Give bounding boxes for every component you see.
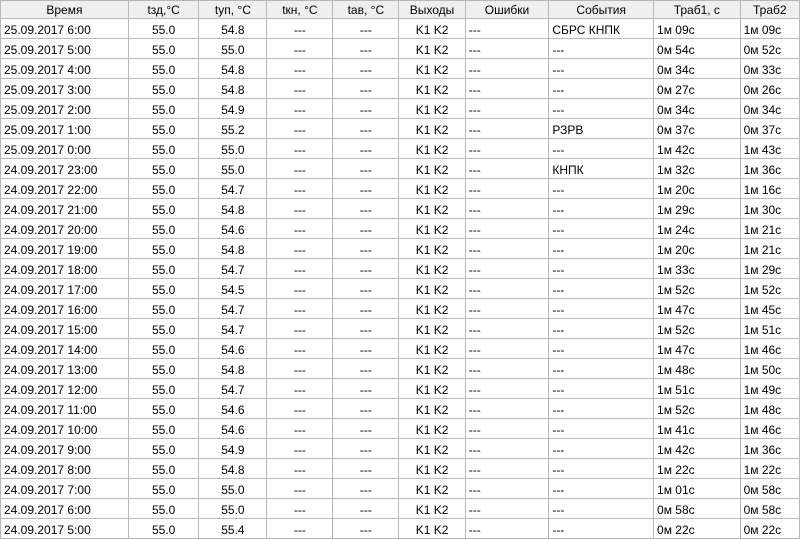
cell-t-alarm: ---: [333, 459, 399, 479]
cell-runtime1: 1м 33с: [654, 259, 741, 279]
cell-time: 24.09.2017 11:00: [1, 399, 129, 419]
cell-runtime2: 1м 36с: [740, 439, 799, 459]
cell-t-kn: ---: [267, 199, 333, 219]
table-row[interactable]: [1, 19, 800, 39]
cell-t-kn: ---: [267, 19, 333, 39]
cell-runtime2: 1м 30с: [740, 199, 799, 219]
cell-t-kn: ---: [267, 519, 333, 539]
cell-t-setpoint: 55.0: [128, 319, 199, 339]
cell-t-kn: ---: [267, 339, 333, 359]
cell-events: ---: [549, 259, 654, 279]
cell-time: 24.09.2017 22:00: [1, 179, 129, 199]
cell-runtime1: 1м 42с: [654, 439, 741, 459]
table-row[interactable]: [1, 479, 800, 499]
cell-runtime2: 0м 52с: [740, 39, 799, 59]
column-header-t-kn[interactable]: tкн, °С: [267, 1, 333, 19]
cell-runtime2: 1м 21с: [740, 239, 799, 259]
cell-t-control: 55.0: [199, 499, 267, 519]
cell-t-control: 54.8: [199, 59, 267, 79]
cell-runtime2: 0м 26с: [740, 79, 799, 99]
cell-t-alarm: ---: [333, 239, 399, 259]
cell-t-kn: ---: [267, 79, 333, 99]
table-row[interactable]: [1, 299, 800, 319]
cell-t-alarm: ---: [333, 219, 399, 239]
cell-runtime2: 1м 21с: [740, 219, 799, 239]
cell-t-alarm: ---: [333, 499, 399, 519]
cell-t-alarm: ---: [333, 339, 399, 359]
cell-runtime1: 0м 54с: [654, 39, 741, 59]
cell-errors: ---: [465, 259, 549, 279]
cell-t-alarm: ---: [333, 359, 399, 379]
cell-t-control: 54.8: [199, 459, 267, 479]
cell-runtime1: 1м 47с: [654, 299, 741, 319]
cell-errors: ---: [465, 59, 549, 79]
cell-time: 24.09.2017 18:00: [1, 259, 129, 279]
cell-errors: ---: [465, 499, 549, 519]
cell-t-alarm: ---: [333, 479, 399, 499]
cell-runtime1: 1м 09с: [654, 19, 741, 39]
table-row[interactable]: [1, 459, 800, 479]
cell-t-setpoint: 55.0: [128, 179, 199, 199]
cell-t-control: 55.0: [199, 479, 267, 499]
cell-runtime2: 1м 16с: [740, 179, 799, 199]
cell-errors: ---: [465, 419, 549, 439]
cell-t-alarm: ---: [333, 379, 399, 399]
cell-errors: ---: [465, 159, 549, 179]
cell-t-control: 55.0: [199, 39, 267, 59]
cell-errors: ---: [465, 139, 549, 159]
cell-outputs: K1 K2: [399, 239, 465, 259]
cell-t-control: 55.0: [199, 159, 267, 179]
cell-errors: ---: [465, 19, 549, 39]
cell-t-kn: ---: [267, 39, 333, 59]
cell-errors: ---: [465, 39, 549, 59]
cell-t-setpoint: 55.0: [128, 519, 199, 539]
cell-events: ---: [549, 79, 654, 99]
cell-events: ---: [549, 239, 654, 259]
table-row[interactable]: [1, 359, 800, 379]
cell-runtime2: 1м 29с: [740, 259, 799, 279]
cell-runtime1: 1м 32с: [654, 159, 741, 179]
cell-outputs: K1 K2: [399, 299, 465, 319]
cell-t-control: 54.8: [199, 79, 267, 99]
cell-runtime1: 0м 27с: [654, 79, 741, 99]
cell-time: 25.09.2017 2:00: [1, 99, 129, 119]
cell-events: СБРС КНПК: [549, 19, 654, 39]
cell-t-setpoint: 55.0: [128, 359, 199, 379]
cell-t-setpoint: 55.0: [128, 159, 199, 179]
cell-runtime1: 0м 58с: [654, 499, 741, 519]
table-row[interactable]: [1, 79, 800, 99]
cell-errors: ---: [465, 339, 549, 359]
cell-t-setpoint: 55.0: [128, 299, 199, 319]
cell-runtime1: 1м 41с: [654, 419, 741, 439]
cell-t-alarm: ---: [333, 139, 399, 159]
table-row[interactable]: [1, 419, 800, 439]
cell-errors: ---: [465, 79, 549, 99]
cell-t-alarm: ---: [333, 439, 399, 459]
cell-t-alarm: ---: [333, 79, 399, 99]
cell-t-kn: ---: [267, 399, 333, 419]
cell-runtime2: 1м 45с: [740, 299, 799, 319]
cell-t-setpoint: 55.0: [128, 379, 199, 399]
cell-events: КНПК: [549, 159, 654, 179]
cell-t-kn: ---: [267, 459, 333, 479]
cell-t-kn: ---: [267, 279, 333, 299]
cell-runtime1: 1м 29с: [654, 199, 741, 219]
cell-time: 24.09.2017 17:00: [1, 279, 129, 299]
column-header-runtime1[interactable]: Траб1, с: [654, 1, 741, 19]
cell-outputs: K1 K2: [399, 99, 465, 119]
table-row[interactable]: [1, 259, 800, 279]
cell-errors: ---: [465, 379, 549, 399]
cell-errors: ---: [465, 219, 549, 239]
cell-runtime2: 1м 50с: [740, 359, 799, 379]
cell-runtime2: 1м 46с: [740, 339, 799, 359]
cell-time: 24.09.2017 13:00: [1, 359, 129, 379]
cell-events: ---: [549, 359, 654, 379]
cell-t-kn: ---: [267, 179, 333, 199]
cell-t-setpoint: 55.0: [128, 59, 199, 79]
cell-time: 25.09.2017 5:00: [1, 39, 129, 59]
cell-t-control: 55.0: [199, 139, 267, 159]
cell-t-kn: ---: [267, 439, 333, 459]
cell-t-control: 54.9: [199, 99, 267, 119]
cell-outputs: K1 K2: [399, 119, 465, 139]
cell-t-alarm: ---: [333, 19, 399, 39]
cell-t-control: 54.6: [199, 219, 267, 239]
cell-t-setpoint: 55.0: [128, 199, 199, 219]
cell-events: ---: [549, 519, 654, 539]
column-header-runtime2[interactable]: Траб2: [740, 1, 799, 19]
cell-runtime2: 1м 49с: [740, 379, 799, 399]
cell-t-setpoint: 55.0: [128, 279, 199, 299]
cell-errors: ---: [465, 279, 549, 299]
table-row[interactable]: [1, 39, 800, 59]
cell-t-control: 55.2: [199, 119, 267, 139]
column-header-time[interactable]: Время: [1, 1, 129, 19]
cell-runtime2: 1м 43с: [740, 139, 799, 159]
cell-t-setpoint: 55.0: [128, 399, 199, 419]
cell-outputs: K1 K2: [399, 259, 465, 279]
cell-runtime1: 1м 52с: [654, 399, 741, 419]
cell-runtime2: 0м 34с: [740, 99, 799, 119]
table-row[interactable]: [1, 139, 800, 159]
cell-runtime1: 1м 51с: [654, 379, 741, 399]
cell-t-alarm: ---: [333, 39, 399, 59]
cell-events: ---: [549, 499, 654, 519]
cell-t-kn: ---: [267, 479, 333, 499]
cell-events: ---: [549, 59, 654, 79]
cell-t-control: 54.7: [199, 179, 267, 199]
cell-events: ---: [549, 459, 654, 479]
table-row[interactable]: [1, 59, 800, 79]
cell-runtime2: 1м 36с: [740, 159, 799, 179]
cell-errors: ---: [465, 239, 549, 259]
cell-t-kn: ---: [267, 259, 333, 279]
cell-t-alarm: ---: [333, 299, 399, 319]
cell-time: 25.09.2017 3:00: [1, 79, 129, 99]
cell-time: 24.09.2017 10:00: [1, 419, 129, 439]
cell-t-control: 54.7: [199, 379, 267, 399]
cell-t-kn: ---: [267, 219, 333, 239]
cell-t-alarm: ---: [333, 59, 399, 79]
cell-t-kn: ---: [267, 499, 333, 519]
cell-t-control: 54.6: [199, 339, 267, 359]
cell-t-setpoint: 55.0: [128, 259, 199, 279]
cell-events: ---: [549, 339, 654, 359]
cell-t-setpoint: 55.0: [128, 79, 199, 99]
cell-t-control: 54.7: [199, 259, 267, 279]
table-row[interactable]: [1, 199, 800, 219]
table-row[interactable]: [1, 319, 800, 339]
cell-runtime1: 1м 01с: [654, 479, 741, 499]
cell-events: ---: [549, 419, 654, 439]
cell-t-alarm: ---: [333, 259, 399, 279]
cell-t-control: 54.6: [199, 419, 267, 439]
table-row[interactable]: [1, 499, 800, 519]
cell-errors: ---: [465, 199, 549, 219]
cell-events: ---: [549, 399, 654, 419]
cell-runtime2: 0м 22с: [740, 519, 799, 539]
cell-time: 25.09.2017 1:00: [1, 119, 129, 139]
cell-t-alarm: ---: [333, 519, 399, 539]
cell-runtime2: 1м 09с: [740, 19, 799, 39]
cell-events: ---: [549, 99, 654, 119]
cell-events: ---: [549, 39, 654, 59]
cell-time: 24.09.2017 7:00: [1, 479, 129, 499]
cell-t-alarm: ---: [333, 159, 399, 179]
table-row[interactable]: [1, 159, 800, 179]
table-row[interactable]: [1, 519, 800, 539]
cell-runtime1: 0м 34с: [654, 59, 741, 79]
table-row[interactable]: [1, 119, 800, 139]
cell-events: ---: [549, 299, 654, 319]
table-row[interactable]: [1, 379, 800, 399]
cell-time: 24.09.2017 14:00: [1, 339, 129, 359]
table-row[interactable]: [1, 99, 800, 119]
cell-errors: ---: [465, 179, 549, 199]
cell-time: 24.09.2017 19:00: [1, 239, 129, 259]
cell-runtime2: 1м 46с: [740, 419, 799, 439]
cell-runtime1: 0м 22с: [654, 519, 741, 539]
cell-t-kn: ---: [267, 359, 333, 379]
cell-outputs: K1 K2: [399, 199, 465, 219]
cell-t-alarm: ---: [333, 399, 399, 419]
cell-runtime1: 1м 20с: [654, 179, 741, 199]
cell-t-kn: ---: [267, 159, 333, 179]
cell-t-setpoint: 55.0: [128, 339, 199, 359]
cell-t-control: 54.9: [199, 439, 267, 459]
cell-t-setpoint: 55.0: [128, 459, 199, 479]
cell-t-control: 54.7: [199, 299, 267, 319]
cell-t-setpoint: 55.0: [128, 139, 199, 159]
cell-runtime1: 1м 24с: [654, 219, 741, 239]
cell-outputs: K1 K2: [399, 459, 465, 479]
cell-t-control: 54.8: [199, 359, 267, 379]
cell-runtime2: 0м 33с: [740, 59, 799, 79]
column-header-t-setpoint[interactable]: tзд,°С: [128, 1, 199, 19]
cell-t-setpoint: 55.0: [128, 39, 199, 59]
cell-t-alarm: ---: [333, 199, 399, 219]
cell-runtime1: 1м 22с: [654, 459, 741, 479]
cell-t-setpoint: 55.0: [128, 119, 199, 139]
cell-outputs: K1 K2: [399, 439, 465, 459]
cell-t-kn: ---: [267, 59, 333, 79]
cell-errors: ---: [465, 459, 549, 479]
cell-t-alarm: ---: [333, 119, 399, 139]
cell-time: 24.09.2017 16:00: [1, 299, 129, 319]
cell-errors: ---: [465, 399, 549, 419]
cell-time: 24.09.2017 21:00: [1, 199, 129, 219]
cell-events: ---: [549, 199, 654, 219]
table-row[interactable]: [1, 219, 800, 239]
cell-time: 24.09.2017 8:00: [1, 459, 129, 479]
table-row[interactable]: [1, 439, 800, 459]
cell-events: ---: [549, 439, 654, 459]
cell-time: 25.09.2017 6:00: [1, 19, 129, 39]
cell-runtime1: 1м 20с: [654, 239, 741, 259]
cell-t-alarm: ---: [333, 419, 399, 439]
cell-t-control: 54.8: [199, 239, 267, 259]
cell-runtime1: 1м 52с: [654, 319, 741, 339]
cell-outputs: K1 K2: [399, 279, 465, 299]
cell-t-alarm: ---: [333, 279, 399, 299]
cell-outputs: K1 K2: [399, 339, 465, 359]
cell-outputs: K1 K2: [399, 79, 465, 99]
cell-time: 24.09.2017 6:00: [1, 499, 129, 519]
cell-events: ---: [549, 219, 654, 239]
cell-t-setpoint: 55.0: [128, 239, 199, 259]
cell-outputs: K1 K2: [399, 19, 465, 39]
cell-t-kn: ---: [267, 299, 333, 319]
table-row[interactable]: [1, 339, 800, 359]
cell-t-kn: ---: [267, 239, 333, 259]
cell-t-control: 54.8: [199, 19, 267, 39]
cell-runtime1: 0м 37с: [654, 119, 741, 139]
cell-errors: ---: [465, 439, 549, 459]
cell-runtime2: 1м 48с: [740, 399, 799, 419]
cell-events: ---: [549, 319, 654, 339]
cell-t-kn: ---: [267, 119, 333, 139]
cell-time: 24.09.2017 20:00: [1, 219, 129, 239]
cell-outputs: K1 K2: [399, 519, 465, 539]
cell-runtime1: 1м 42с: [654, 139, 741, 159]
cell-t-control: 54.8: [199, 199, 267, 219]
cell-outputs: K1 K2: [399, 179, 465, 199]
cell-runtime2: 1м 52с: [740, 279, 799, 299]
cell-outputs: K1 K2: [399, 219, 465, 239]
cell-runtime1: 1м 52с: [654, 279, 741, 299]
cell-t-kn: ---: [267, 99, 333, 119]
cell-t-kn: ---: [267, 319, 333, 339]
cell-outputs: K1 K2: [399, 139, 465, 159]
cell-t-setpoint: 55.0: [128, 419, 199, 439]
cell-runtime1: 1м 47с: [654, 339, 741, 359]
cell-runtime2: 0м 58с: [740, 479, 799, 499]
cell-errors: ---: [465, 519, 549, 539]
cell-t-setpoint: 55.0: [128, 499, 199, 519]
cell-time: 24.09.2017 12:00: [1, 379, 129, 399]
column-header-t-control[interactable]: tуп, °С: [199, 1, 267, 19]
cell-time: 24.09.2017 9:00: [1, 439, 129, 459]
column-header-t-alarm[interactable]: tав, °С: [333, 1, 399, 19]
table-row[interactable]: [1, 239, 800, 259]
cell-runtime2: 0м 37с: [740, 119, 799, 139]
table-row[interactable]: [1, 279, 800, 299]
cell-outputs: K1 K2: [399, 39, 465, 59]
cell-outputs: K1 K2: [399, 359, 465, 379]
cell-errors: ---: [465, 479, 549, 499]
cell-outputs: K1 K2: [399, 59, 465, 79]
column-header-outputs[interactable]: Выходы: [399, 1, 465, 19]
cell-runtime2: 1м 22с: [740, 459, 799, 479]
cell-events: ---: [549, 139, 654, 159]
cell-runtime2: 1м 51с: [740, 319, 799, 339]
cell-t-alarm: ---: [333, 99, 399, 119]
cell-outputs: K1 K2: [399, 319, 465, 339]
cell-errors: ---: [465, 359, 549, 379]
cell-t-kn: ---: [267, 379, 333, 399]
cell-events: РЗРВ: [549, 119, 654, 139]
cell-outputs: K1 K2: [399, 379, 465, 399]
cell-t-setpoint: 55.0: [128, 219, 199, 239]
cell-t-setpoint: 55.0: [128, 479, 199, 499]
cell-t-control: 54.5: [199, 279, 267, 299]
cell-outputs: K1 K2: [399, 419, 465, 439]
cell-time: 25.09.2017 0:00: [1, 139, 129, 159]
cell-outputs: K1 K2: [399, 479, 465, 499]
table-row[interactable]: [1, 399, 800, 419]
column-header-events[interactable]: События: [549, 1, 654, 19]
cell-runtime2: 0м 58с: [740, 499, 799, 519]
column-header-errors[interactable]: Ошибки: [465, 1, 549, 19]
cell-t-kn: ---: [267, 419, 333, 439]
cell-runtime1: 1м 48с: [654, 359, 741, 379]
cell-t-control: 55.4: [199, 519, 267, 539]
cell-errors: ---: [465, 99, 549, 119]
cell-t-alarm: ---: [333, 319, 399, 339]
header-row: [1, 1, 800, 19]
cell-t-control: 54.7: [199, 319, 267, 339]
cell-time: 24.09.2017 23:00: [1, 159, 129, 179]
cell-time: 25.09.2017 4:00: [1, 59, 129, 79]
cell-time: 24.09.2017 15:00: [1, 319, 129, 339]
cell-runtime1: 0м 34с: [654, 99, 741, 119]
cell-outputs: K1 K2: [399, 399, 465, 419]
cell-events: ---: [549, 379, 654, 399]
cell-t-setpoint: 55.0: [128, 19, 199, 39]
cell-errors: ---: [465, 319, 549, 339]
cell-time: 24.09.2017 5:00: [1, 519, 129, 539]
table-row[interactable]: [1, 179, 800, 199]
cell-outputs: K1 K2: [399, 499, 465, 519]
cell-t-setpoint: 55.0: [128, 99, 199, 119]
cell-errors: ---: [465, 119, 549, 139]
cell-events: ---: [549, 479, 654, 499]
cell-t-kn: ---: [267, 139, 333, 159]
cell-events: ---: [549, 279, 654, 299]
cell-outputs: K1 K2: [399, 159, 465, 179]
cell-t-control: 54.6: [199, 399, 267, 419]
cell-t-setpoint: 55.0: [128, 439, 199, 459]
cell-events: ---: [549, 179, 654, 199]
cell-t-alarm: ---: [333, 179, 399, 199]
cell-errors: ---: [465, 299, 549, 319]
